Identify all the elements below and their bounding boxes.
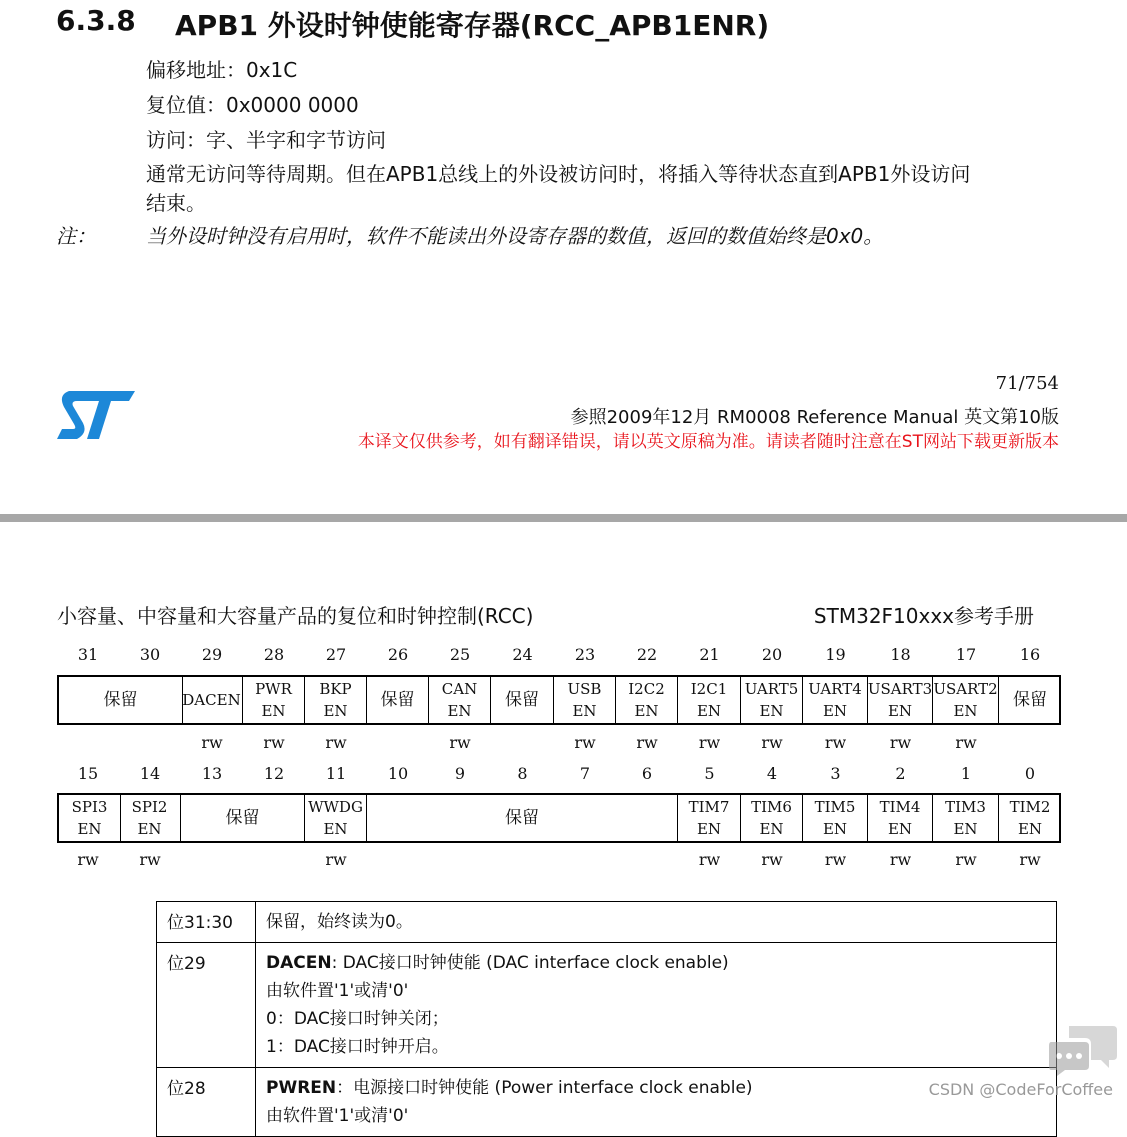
upper-bit-number: 18 [890, 645, 911, 664]
chat-bubble-icon [1047, 1022, 1119, 1078]
register-field: BKP EN [305, 677, 367, 723]
upper-bit-number: 26 [387, 645, 409, 664]
register-field: SPI2 EN [119, 795, 181, 841]
upper-bit-number: 22 [636, 645, 658, 664]
field-name: DACEN [266, 953, 332, 973]
page-number: 71/754 [995, 373, 1059, 394]
bit-range: 位28 [157, 1068, 256, 1137]
access-label: rw [77, 850, 99, 869]
note-text: 当外设时钟没有启用时，软件不能读出外设寄存器的数值，返回的数值始终是0x0。 [146, 224, 884, 248]
reserved-field: 保留 [181, 795, 305, 841]
manual-header: STM32F10xxx参考手册 [813, 604, 1034, 628]
upper-bit-number: 28 [263, 645, 285, 664]
lower-bit-number: 0 [1024, 764, 1036, 783]
lower-register-row [57, 793, 1061, 843]
bit-range: 位29 [157, 943, 256, 1068]
lower-bit-number: 8 [517, 764, 528, 783]
reserved-field: 保留 [1013, 690, 1047, 710]
description-line: 保留，始终读为0。 [266, 912, 413, 932]
access-label: rw [955, 850, 977, 869]
upper-register-row [57, 675, 1061, 725]
table-row [157, 1068, 1057, 1137]
upper-bit-number: 16 [1019, 645, 1041, 664]
lower-bit-number: 10 [387, 764, 409, 783]
access-label: rw [698, 733, 721, 752]
register-field: I2C1 EN [678, 677, 741, 723]
reserved-field: 保留 [367, 795, 678, 841]
access-label: rw [325, 733, 347, 752]
register-field: UART4 EN [803, 677, 868, 723]
upper-bit-number: 21 [699, 645, 720, 664]
wait-info-line1: 通常无访问等待周期。但在APB1总线上的外设被访问时，将插入等待状态直到APB1外设访问 [146, 162, 971, 186]
section-number: 6.3.8 [56, 4, 136, 37]
access-label: rw [889, 733, 912, 752]
lower-bit-number: 15 [77, 764, 99, 783]
access-label: rw [201, 733, 223, 752]
register-field: TIM2 EN [1009, 798, 1051, 838]
st-logo-icon [55, 389, 137, 443]
register-field: UART5 EN [741, 677, 803, 723]
upper-bit-number: 20 [761, 645, 783, 664]
register-field: USART2 EN [933, 677, 999, 723]
lower-bit-number: 12 [263, 764, 285, 783]
register-field: USB EN [554, 677, 616, 723]
access-label: rw [824, 733, 847, 752]
lower-bit-number: 9 [454, 764, 466, 783]
register-field: TIM6 EN [741, 795, 803, 841]
reserved-field: 保留 [59, 677, 183, 723]
lower-bit-number: 13 [201, 764, 223, 783]
note-label: 注： [56, 224, 96, 248]
description-line: 由软件置'1'或清'0' [266, 981, 409, 1001]
register-field: PWR EN [243, 677, 305, 723]
lower-bit-number: 14 [139, 764, 161, 783]
register-field: TIM7 EN [678, 795, 741, 841]
watermark-text: CSDN @CodeForCoffee [928, 1080, 1113, 1099]
reserved-field: 保留 [367, 677, 429, 723]
table-row [157, 902, 1057, 943]
bit-description [256, 902, 1057, 943]
register-field: TIM5 EN [803, 795, 868, 841]
lower-bit-number: 2 [895, 764, 906, 783]
access-label: rw [824, 850, 847, 869]
access-label: rw [636, 733, 658, 752]
upper-bit-number: 31 [77, 645, 99, 664]
field-name: PWREN [266, 1078, 337, 1098]
translation-disclaimer: 本译文仅供参考，如有翻译错误，请以英文原稿为准。请读者随时注意在ST网站下载更新版本 [357, 432, 1059, 452]
bit-range: 位31:30 [157, 902, 256, 943]
bit-description-table [156, 901, 1057, 1137]
upper-bit-number: 23 [574, 645, 596, 664]
reserved-field: 保留 [491, 677, 554, 723]
offset-address: 偏移地址：0x1C [146, 58, 298, 82]
access-label: rw [761, 850, 783, 869]
access-label: rw [139, 850, 161, 869]
access-label: rw [449, 733, 471, 752]
section-title: APB1 外设时钟使能寄存器(RCC_APB1ENR) [175, 9, 770, 42]
lower-bit-number: 7 [579, 764, 591, 783]
access-label: rw [761, 733, 783, 752]
reference-line: 参照2009年12月 RM0008 Reference Manual 英文第10版 [570, 407, 1059, 428]
lower-bit-number: 6 [641, 764, 653, 783]
register-field: TIM3 EN [933, 795, 999, 841]
description-line: DACEN: DAC接口时钟使能 (DAC interface clock enable) [266, 953, 729, 973]
description-line: 1：DAC接口时钟开启。 [266, 1037, 449, 1057]
lower-bit-number: 5 [704, 764, 715, 783]
bit-description [256, 1068, 1057, 1137]
register-field: DACEN [181, 677, 243, 723]
lower-bit-number: 3 [830, 764, 841, 783]
register-field: I2C2 EN [616, 677, 678, 723]
access-label: rw [325, 850, 347, 869]
upper-bit-number: 24 [512, 645, 533, 664]
register-field: SPI3 EN [59, 795, 121, 841]
chapter-header: 小容量、中容量和大容量产品的复位和时钟控制(RCC) [57, 604, 534, 628]
reset-value: 复位值：0x0000 0000 [146, 93, 359, 117]
lower-bit-number: 11 [325, 764, 347, 783]
upper-bit-number: 30 [139, 645, 161, 664]
access-label: rw [698, 850, 721, 869]
description-line: 由软件置'1'或清'0' [266, 1106, 409, 1126]
upper-bit-number: 29 [201, 645, 223, 664]
description-line: PWREN：电源接口时钟使能 (Power interface clock enable) [266, 1078, 753, 1098]
upper-bit-number: 19 [825, 645, 846, 664]
register-field: WWDG EN [305, 795, 367, 841]
upper-bit-number: 17 [955, 645, 977, 664]
lower-bit-number: 1 [960, 764, 972, 783]
lower-bit-number: 4 [766, 764, 778, 783]
wait-info-line2: 结束。 [146, 191, 206, 215]
access-label: rw [889, 850, 912, 869]
register-field: CAN EN [429, 677, 491, 723]
access-info: 访问：字、半字和字节访问 [146, 128, 386, 152]
access-label: rw [574, 733, 596, 752]
access-label: rw [263, 733, 285, 752]
bit-description [256, 943, 1057, 1068]
register-field: TIM4 EN [868, 795, 933, 841]
upper-bit-number: 25 [449, 645, 471, 664]
upper-bit-number: 27 [325, 645, 347, 664]
register-field: USART3 EN [868, 677, 933, 723]
access-label: rw [955, 733, 977, 752]
access-label: rw [1019, 850, 1041, 869]
page-divider [0, 514, 1127, 522]
description-line: 0：DAC接口时钟关闭； [266, 1009, 449, 1029]
table-row [157, 943, 1057, 1068]
